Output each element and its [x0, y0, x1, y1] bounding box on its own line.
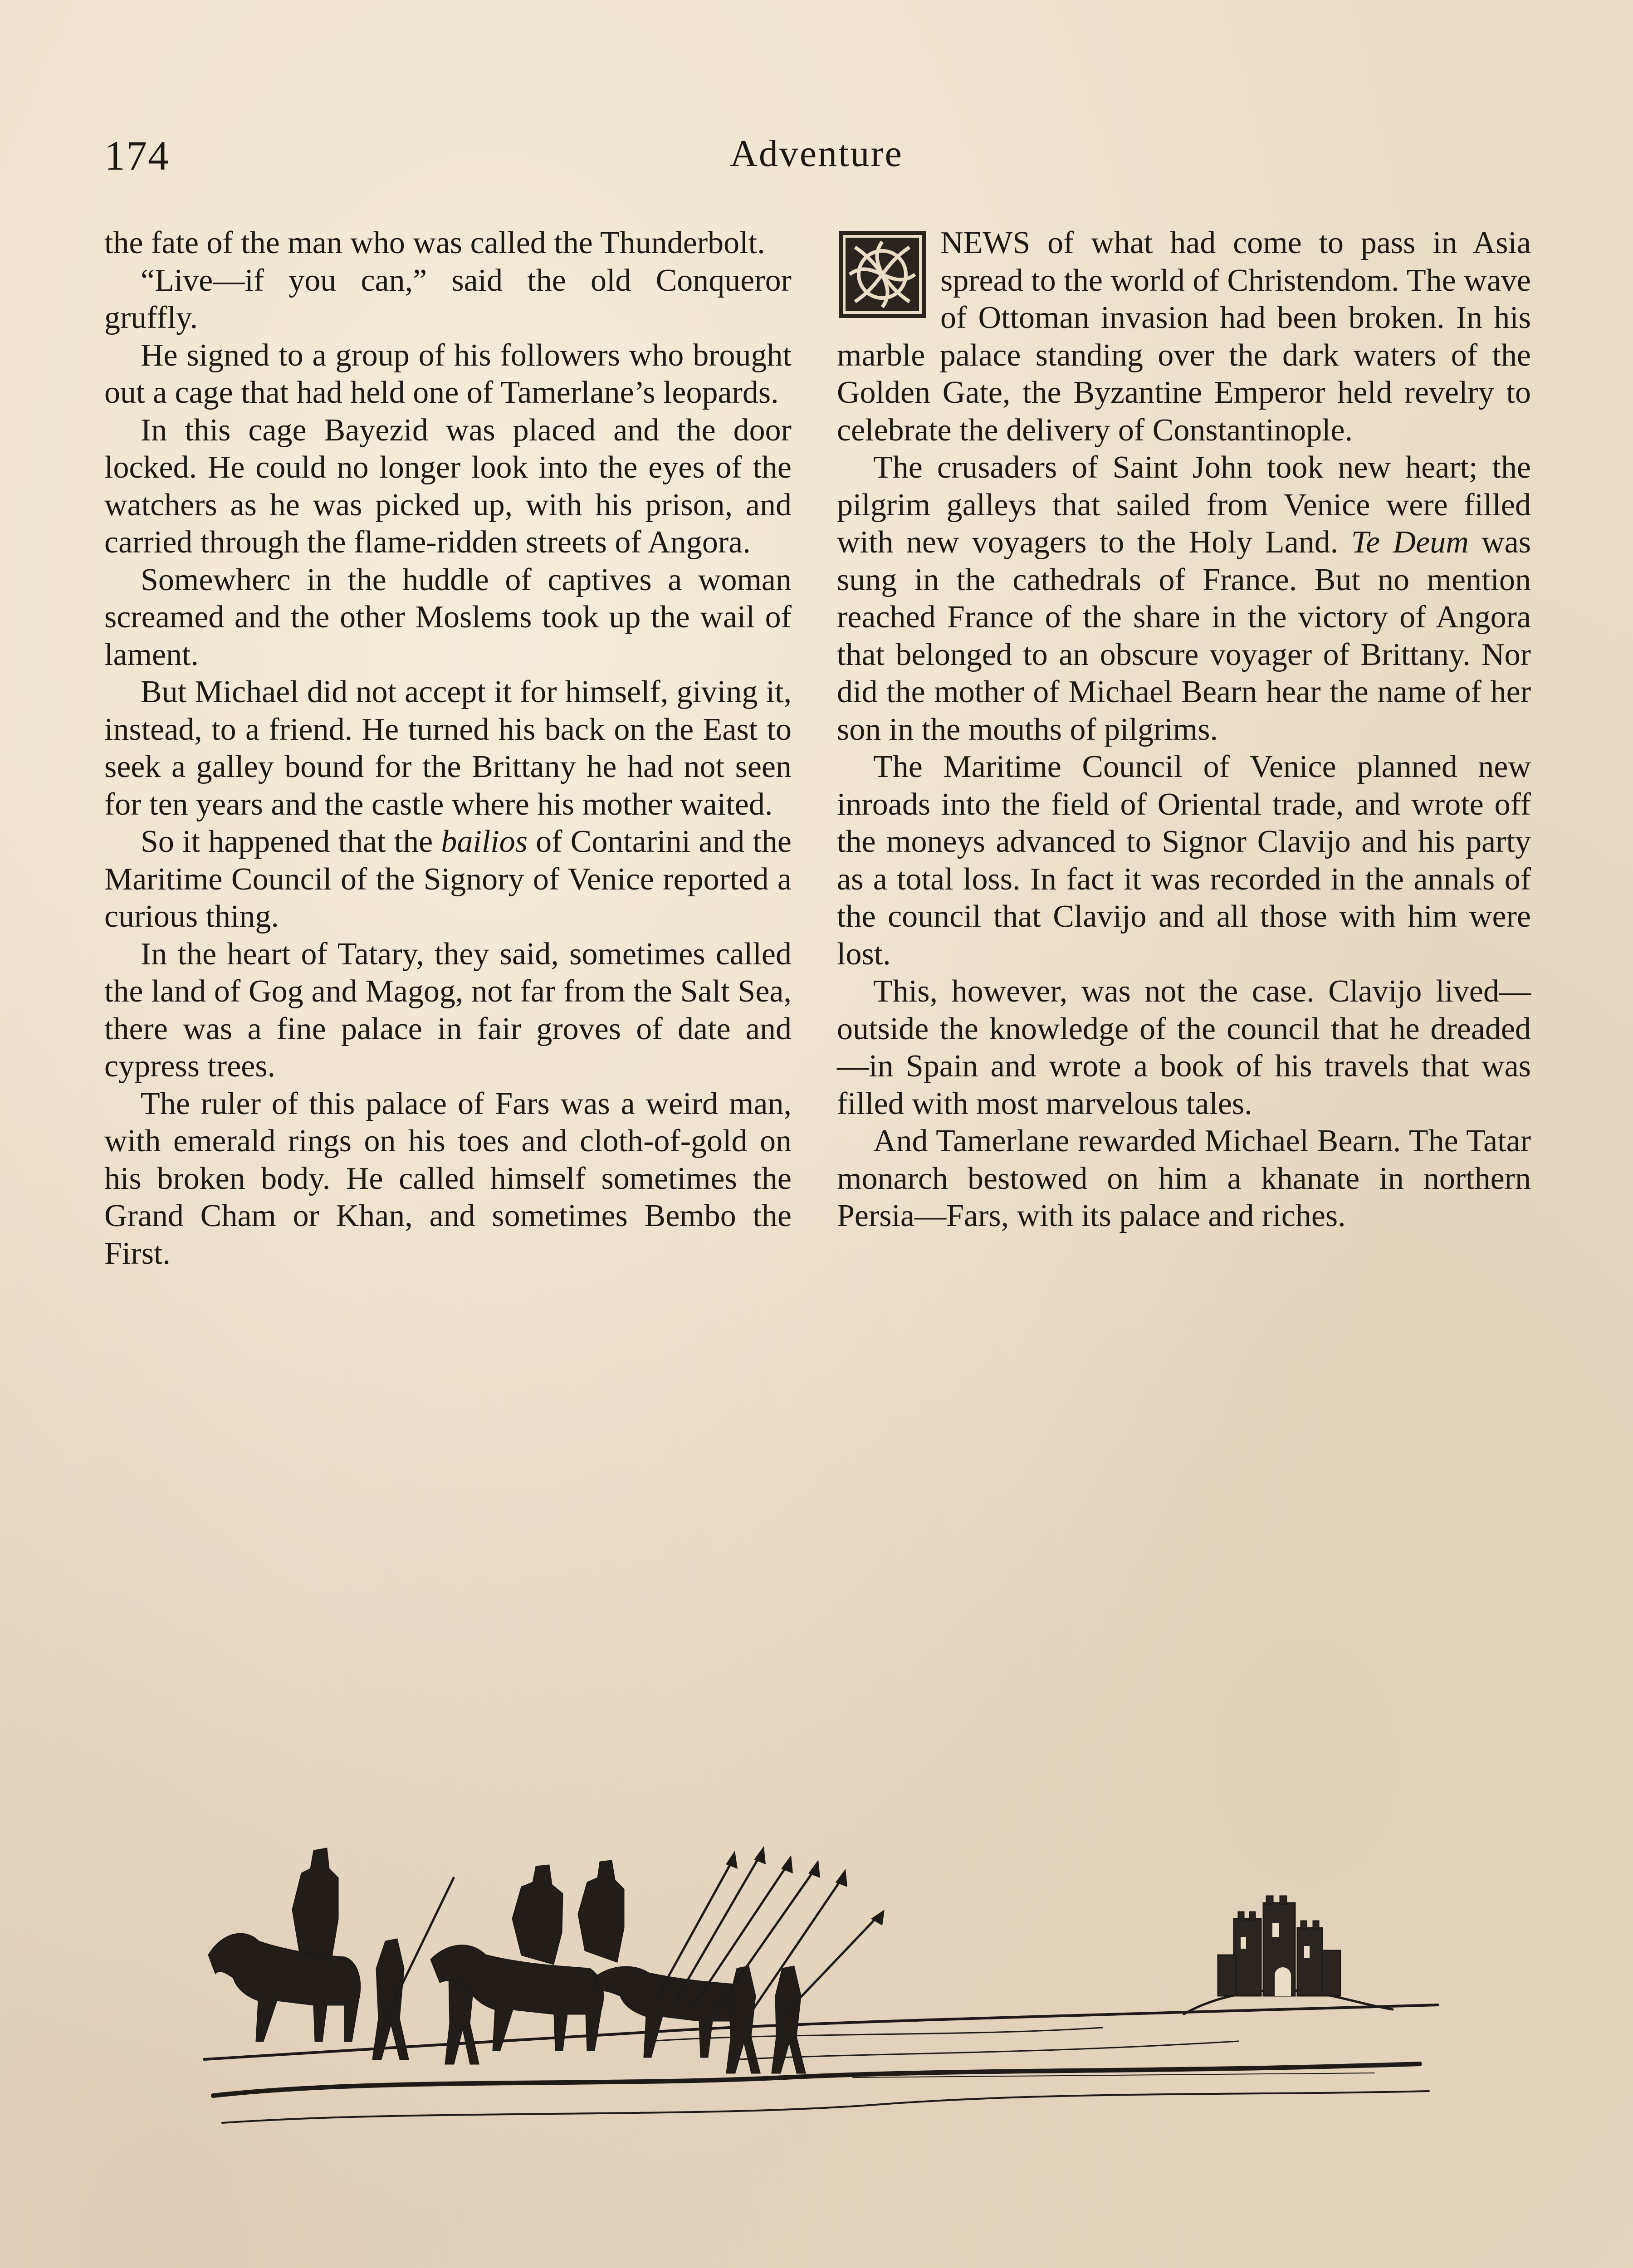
left-paragraph: [104, 823, 792, 936]
knights-procession-illustration: [195, 1805, 1447, 2150]
paragraph-text: NEWS of what had come to pass in Asia spread to the world of Christendom. The wave of Ottoman invasion had been broken. In his marble palace standing over the dark waters of the Golden Gate, the Byzantine Emperor held revelry to celebrate the delivery of Constantinople.: [837, 225, 1531, 448]
left-paragraph: [104, 262, 792, 337]
left-paragraph: [104, 225, 792, 262]
right-column: [837, 225, 1531, 1235]
paragraph-text: the fate of the man who was called the Thunderbolt.: [104, 225, 765, 260]
paragraph-text: He signed to a group of his followers who brought out a cage that had held one of Tamerlane’s leopards.: [104, 337, 792, 410]
paragraph-text: But Michael did not accept it for himself, giving it, instead, to a friend. He turned his back on the East to seek a galley bound for the Brittany he had not seen for ten years and the castle where his mother waited.: [104, 675, 792, 822]
left-paragraph: [104, 1085, 792, 1273]
right-paragraph: [837, 973, 1531, 1123]
paragraph-text: The ruler of this palace of Fars was a weird man, with emerald rings on his toes and cloth-of-gold on his broken body. He called himself sometimes the Grand Cham or Khan, and sometimes Bembo the First.: [104, 1086, 792, 1271]
right-paragraph: [837, 225, 1531, 449]
paragraph-text: Somewherc in the huddle of captives a woman screamed and the other Moslems took up the wail of lament.: [104, 562, 792, 672]
paragraph-text: “Live—if you can,” said the old Conqueror gruffly.: [104, 263, 792, 335]
paragraph-text: was sung in the cathedrals of France. But no mention reached France of the share in the victory of Angora that belonged to an obscure voyager of Brittany. Nor did the mother of Michael Bearn hear the name of her son in the mouths of pilgrims.: [837, 525, 1531, 747]
left-paragraph: [104, 674, 792, 823]
right-paragraph: [837, 1123, 1531, 1235]
paragraph-text: The crusaders of Saint John took new heart; the pilgrim galleys that sailed from Venice were filled with new voyagers to the Holy Land.: [837, 450, 1531, 560]
paragraph-text: of Contarini and the Maritime Council of the Signory of Venice reported a curious thing.: [104, 824, 792, 934]
left-paragraph: [104, 562, 792, 674]
running-head: Adventure: [730, 132, 903, 175]
paragraph-text: In the heart of Tatary, they said, sometimes called the land of Gog and Magog, not far from the Salt Sea, there was a fine palace in fair groves of date and cypress trees.: [104, 936, 792, 1084]
left-paragraph: [104, 936, 792, 1085]
left-column: [104, 225, 792, 1272]
left-paragraph: [104, 337, 792, 412]
paragraph-text: The Maritime Council of Venice planned new inroads into the field of Oriental trade, and wrote off the moneys advanced to Signor Clavijo and his party as a total loss. In fact it was recorded in the annals of the council that Clavijo and all those with him were lost.: [837, 749, 1531, 972]
italic-term: Te Deum: [1351, 525, 1469, 560]
celtic-knot-ornament: [837, 229, 928, 320]
paragraph-text: In this cage Bayezid was placed and the door locked. He could no longer look into the eyes of the watchers as he was picked up, with his prison, and carried through the flame-ridden streets of Angora.: [104, 412, 792, 560]
right-paragraph: [837, 748, 1531, 973]
page-number: 174: [104, 132, 170, 179]
paragraph-text: And Tamerlane rewarded Michael Bearn. The Tatar monarch bestowed on him a khanate in northern Persia—Fars, with its palace and riches.: [837, 1124, 1531, 1233]
paragraph-text: This, however, was not the case. Clavijo lived—outside the knowledge of the council that he dreaded—in Spain and wrote a book of his travels that was filled with most marvelous tales.: [837, 974, 1531, 1121]
right-paragraph: [837, 449, 1531, 748]
paragraph-text: So it happened that the: [141, 824, 441, 859]
left-paragraph: [104, 412, 792, 562]
italic-term: bailios: [441, 824, 528, 859]
